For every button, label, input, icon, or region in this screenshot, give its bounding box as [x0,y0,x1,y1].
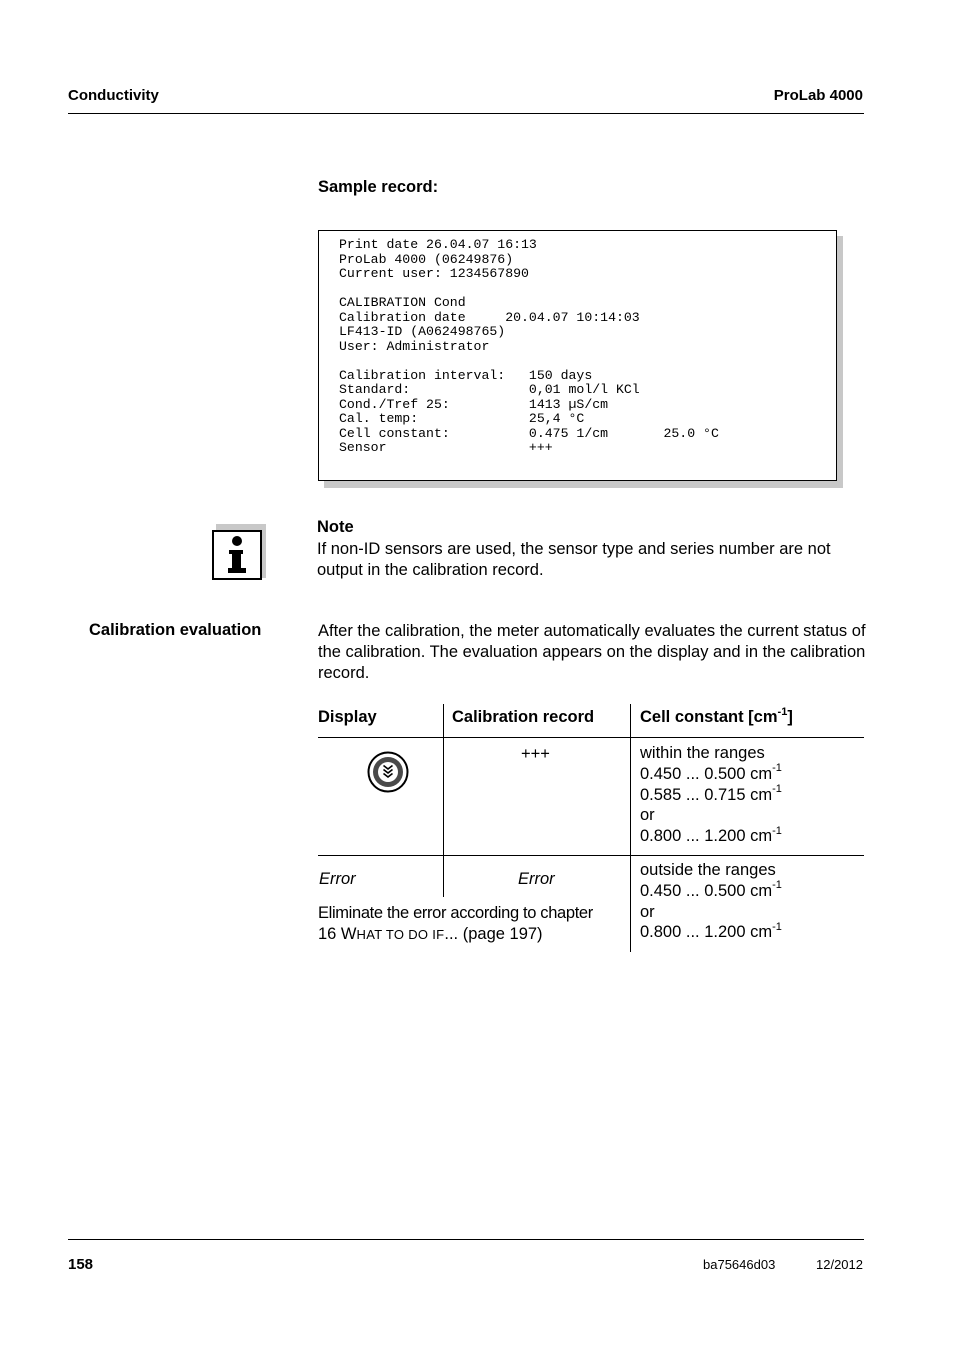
table-header-rule [318,737,864,738]
table-row-rule [318,855,864,856]
table-divider [443,704,444,897]
ranges-outside: outside the ranges 0.450 ... 0.500 $cm^{-1}$ or 0.800 ... 1.200 $cm^{-1}$ [640,861,782,942]
sample-record-text: Print date 26.04.07 16:13 ProLab 4000 (06249876) Current user: 1234567890 CALIBRATION Cond Calibration date 20.04.07 10:14:03 LF413-ID (A062498765) User: Administrator Calibration interval: 150 days Standard: 0,01 mol/l KCl Cond./Tref 25: 1413 µS/cm Cal. temp: 25,4 °C Cell constant: 0.475 1/cm 25.0 °C Sensor +++ [339,237,719,455]
note-title: Note [317,518,354,536]
sensor-ok-icon [367,751,409,798]
column-header-cell-constant: Cell constant $[cm^{-1}]$ [640,705,793,726]
ranges-within: within the ranges 0.450 ... 0.500 $cm^{-1}$ 0.585 ... 0.715 $cm^{-1}$ or 0.800 ... 1.200 $cm^{-1}$ [640,744,782,846]
header-rule [68,113,864,114]
running-header-left: Conductivity [68,87,159,104]
sample-record-heading: Sample record: [318,178,439,196]
record-status-error: Error [518,870,555,888]
info-icon [212,530,262,580]
error-remedy: Eliminate the error according to chapter 16 WHAT TO DO IF... (page 197) [318,904,593,943]
page-number: 158 [68,1256,94,1273]
record-status-ok: +++ [521,745,550,763]
document-date: 12/2012 [816,1257,863,1272]
display-status-error: Error [319,870,356,888]
running-header-right: ProLab 4000 [773,87,863,104]
column-header-display: Display [318,708,377,726]
calibration-evaluation-label: Calibration evaluation [89,621,262,639]
document-id: ba75646d03 [703,1257,776,1272]
calibration-evaluation-text: After the calibration, the meter automatically evaluates the current status of the calibration. The evaluation appears on the display and in the calibration record. [318,622,866,682]
column-header-record: Calibration record [452,708,595,726]
sample-record-box [318,230,837,481]
note-text: If non-ID sensors are used, the sensor type and series number are not output in the calibration record. [317,540,831,579]
footer-rule [68,1239,864,1240]
